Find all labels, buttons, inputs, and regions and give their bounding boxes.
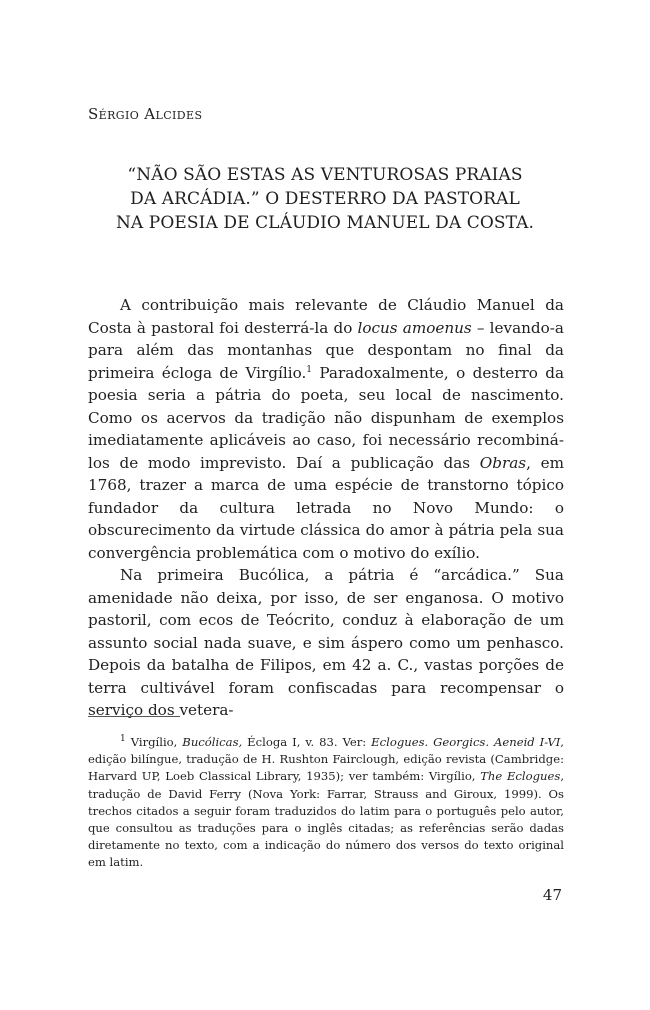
italic-term: locus amoenus [357,318,472,337]
running-head [88,105,202,123]
chapter-title [70,163,580,235]
running-head-author: Sérgio Alcides [88,105,203,123]
page-number: 47 [542,886,562,904]
italic-title: Obras [479,453,527,472]
body-text [88,294,564,722]
footnote-number: 1 [120,734,126,745]
footnote-reference[interactable]: 1 [306,364,313,375]
title-line: “NÃO SÃO ESTAS AS VENTUROSAS PRAIAS [127,165,523,185]
paragraph: Na primeira Bucólica, a pátria é “arcádica.” Sua amenidade não deixa, por isso, de ser enganosa. O motivo pastoril, com ecos de Teócrito, conduz à elaboração de um assunto social nada suave, e sim áspero como um penhasco. Depois da batalha de Filipos, em 42 a. C., vastas porções de terra cultivável foram confiscadas para recompensar o serviço dos vetera- [88,566,564,719]
title-line: NA POESIA DE CLÁUDIO MANUEL DA COSTA. [115,213,535,233]
footnote-separator [88,716,180,717]
title-line: DA ARCÁDIA.” O DESTERRO DA PASTORAL [130,189,520,209]
footnote: $^1$ Virgílio, Bucólicas, Écloga I, v. 83. Ver: Eclogues. Georgics. Aeneid I-VI, edição bilíngue, tradução de H. Rushton Fairclough, edição revista (Cambridge: Harvard UP, Loeb Classical Library, 1935); ver também: Virgílio, The Eclogues, tradução de David Ferry (Nova York: Farrar, Strauss and Giroux, 1999). Os trechos citados a seguir foram traduzidos do latim para o português pelo autor, que consultou as traduções para o inglês citadas; as referências serão dadas diretamente no texto, com a indicação do número dos versos do texto original em latim. [88,734,564,870]
paragraph: A contribuição mais relevante de Cláudio Manuel da Costa à pastoral foi desterrá-la do locus amoenus – levando-a para além das montanhas que despontam no final da primeira écloga de Virgílio.$^1$ Paradoxalmente, o desterro da poesia seria a pátria do poeta, seu local de nascimento. Como os acervos da tradição não dispunham de exemplos imediatamente aplicáveis ao caso, foi necessário recombiná-los de modo imprevisto. Daí a publicação das Obras, em 1768, trazer a marca de uma espécie de transtorno tópico fundador da cultura letrada no Novo Mundo: o obscurecimento da virtude clássica do amor à pátria pela sua convergência problemática com o motivo do exílio. [88,296,565,562]
